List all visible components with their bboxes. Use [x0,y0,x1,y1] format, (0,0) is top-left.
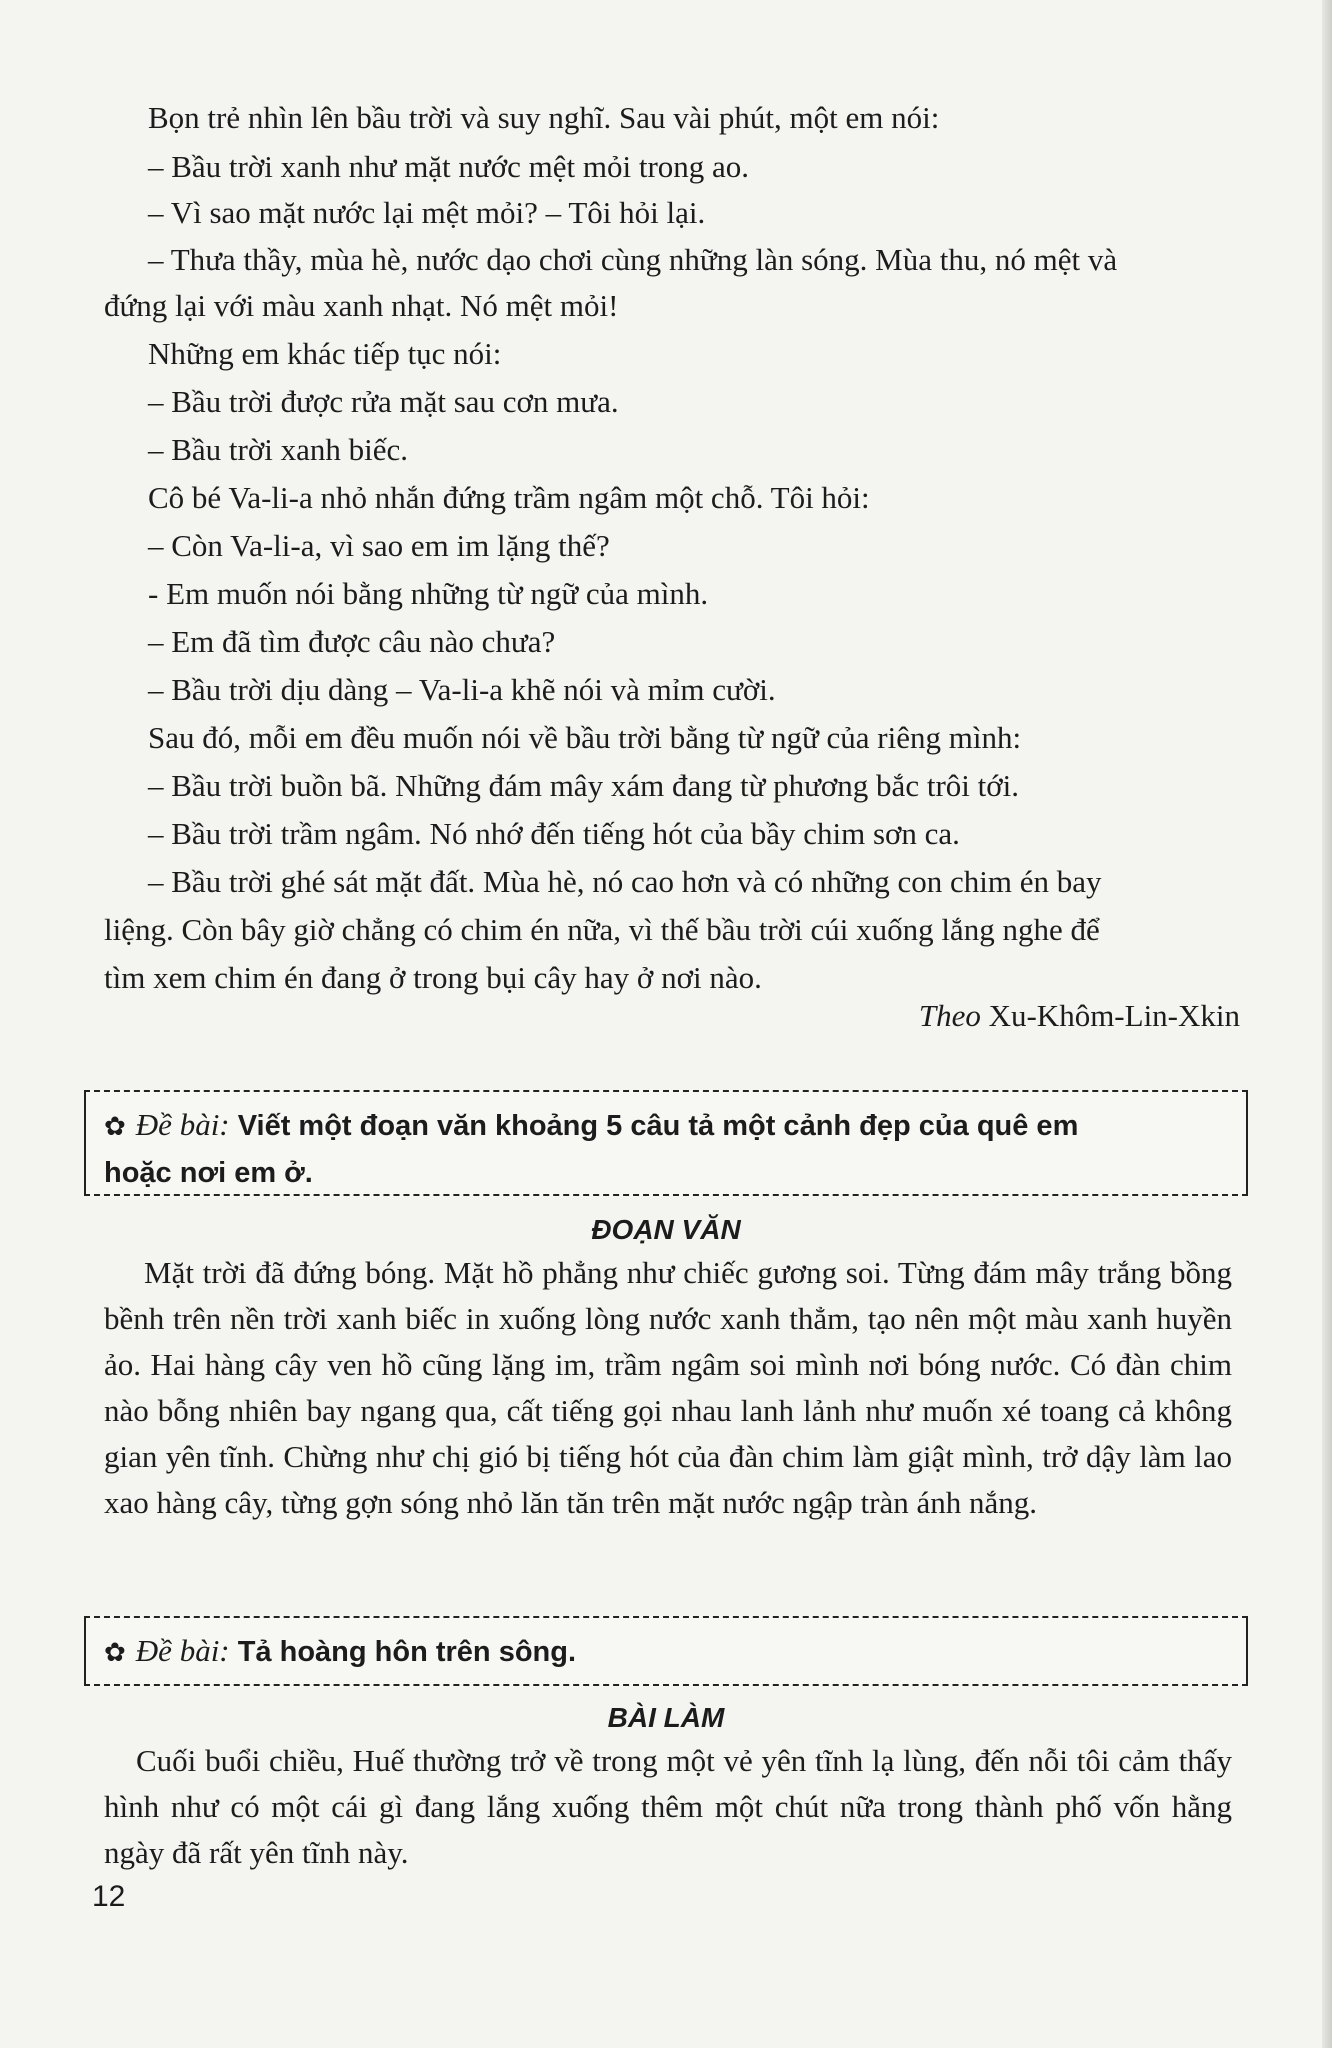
task-box-2 [84,1616,1248,1686]
task-2-label: Đề bài: [135,1633,230,1668]
story-line: tìm xem chim én đang ở trong bụi cây hay ở nơi nào. [104,960,762,995]
story-line: Sau đó, mỗi em đều muốn nói về bầu trời bằng từ ngữ của riêng mình: [148,720,1022,755]
story-line: Cô bé Va-li-a nhỏ nhắn đứng trầm ngâm một chỗ. Tôi hỏi: [148,480,870,515]
section-1-title: ĐOẠN VĂN [591,1214,741,1245]
story-line: – Bầu trời buồn bã. Những đám mây xám đang từ phương bắc trôi tới. [148,768,1019,803]
task-1-text: Viết một đoạn văn khoảng 5 câu tả một cảnh đẹp của quê em [237,1110,1079,1142]
story-line: đứng lại với màu xanh nhạt. Nó mệt mỏi! [104,288,619,323]
task-2-text: Tả hoàng hôn trên sông. [237,1636,577,1668]
story-line: – Bầu trời trầm ngâm. Nó nhớ đến tiếng hót của bầy chim sơn ca. [148,816,960,851]
section-2-title: BÀI LÀM [607,1702,725,1733]
task-1-line1 [104,1102,1228,1150]
story-line: Những em khác tiếp tục nói: [148,336,502,371]
task-1-line2: hoặc nơi em ở. [104,1157,313,1189]
task-1-label: Đề bài: [135,1107,230,1142]
story-line: - Em muốn nói bằng những từ ngữ của mình. [148,576,709,611]
story-line: – Bầu trời xanh biếc. [148,432,409,467]
story-line: – Vì sao mặt nước lại mệt mỏi? – Tôi hỏi lại. [148,195,706,230]
source-author: Xu-Khôm-Lin-Xkin [988,998,1240,1033]
source-prefix: Theo [918,998,981,1033]
flower-icon: ✿ [104,1638,126,1668]
story-line: – Còn Va-li-a, vì sao em im lặng thế? [148,528,610,563]
task-box-1 [84,1090,1248,1196]
story-line: – Bầu trời được rửa mặt sau cơn mưa. [148,384,619,419]
story-line: – Bầu trời ghé sát mặt đất. Mùa hè, nó cao hơn và có những con chim én bay [148,864,1102,899]
task-2-line [104,1628,1228,1676]
story-line: – Bầu trời xanh như mặt nước mệt mỏi trong ao. [148,149,750,184]
source-attribution [0,996,1240,1036]
section-1-paragraph: Mặt trời đã đứng bóng. Mặt hồ phẳng như chiếc gương soi. Từng đám mây trắng bồng bềnh trên nền trời xanh biếc in xuống lòng nước xanh thẳm, tạo nên một màu xanh huyền ảo. Hai hàng cây ven hồ cũng lặng im, trầm ngâm soi mình nơi bóng nước. Có đàn chim nào bỗng nhiên bay ngang qua, cất tiếng gọi nhau lanh lảnh như muốn xé toang cả không gian yên tĩnh. Chừng như chị gió bị tiếng hót của đàn chim làm giật mình, trở dậy làm lao xao hàng cây, từng gợn sóng nhỏ lăn tăn trên mặt nước ngập tràn ánh nắng. [104,1255,1232,1520]
flower-icon: ✿ [104,1112,126,1142]
story-line: Bọn trẻ nhìn lên bầu trời và suy nghĩ. Sau vài phút, một em nói: [148,100,940,135]
story-line: – Bầu trời dịu dàng – Va-li-a khẽ nói và mỉm cười. [148,672,776,707]
page-edge-shadow [1322,0,1332,2048]
story-line: – Thưa thầy, mùa hè, nước dạo chơi cùng những làn sóng. Mùa thu, nó mệt và [148,242,1118,277]
section-2-paragraph: Cuối buổi chiều, Huế thường trở về trong một vẻ yên tĩnh lạ lùng, đến nỗi tôi cảm thấy hình như có một cái gì đang lắng xuống thêm một chút nữa trong thành phố vốn hằng ngày đã rất yên tĩnh này. [104,1743,1232,1870]
page-number: 12 [92,1880,126,1913]
story-line: liệng. Còn bây giờ chẳng có chim én nữa, vì thế bầu trời cúi xuống lắng nghe để [104,912,1100,947]
story-line: – Em đã tìm được câu nào chưa? [148,624,556,659]
